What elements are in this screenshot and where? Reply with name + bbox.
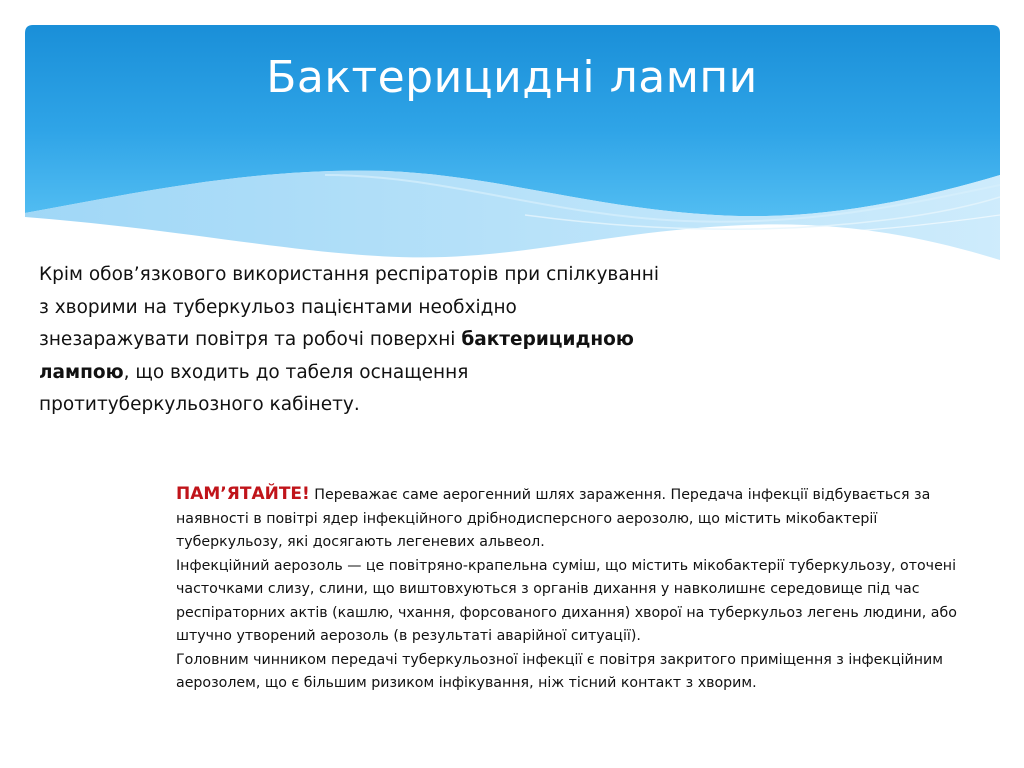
reminder-paragraph-2: Інфекційний аерозоль — це повітряно-крапельна суміш, що містить мікобактерії туберкульозу, оточені часточками слизу, слини, що виштовхуються з органів дихання у навколишнє середовище під час респіраторних актів (кашлю, чхання, форсованого дихання) хворої на туберкульоз легень людини, або штучно утворений аерозоль (в результаті аварійної ситуації). <box>176 557 957 644</box>
intro-text-after: , що входить до табеля оснащення протитуберкульозного кабінету. <box>39 361 469 415</box>
reminder-block <box>176 483 976 696</box>
intro-paragraph <box>39 259 659 422</box>
slide-title: Бактерицидні лампи <box>266 52 758 103</box>
intro-bold-term: бактерицидною лампою <box>39 329 634 383</box>
reminder-label: ПАМ’ЯТАЙТЕ! <box>176 484 310 504</box>
reminder-text-1: Переважає саме аерогенний шлях зараження. Передача інфекції відбувається за наявності в повітрі ядер інфекційного дрібнодисперсного аерозолю, що містить мікобактерії туберкульозу, які досягають легеневих альвеол. <box>176 487 931 550</box>
reminder-paragraph-1 <box>176 483 976 555</box>
reminder-paragraph-3: Головним чинником передачі туберкульозної інфекції є повітря закритого приміщення з інфекційним аерозолем, що є більшим ризиком інфікування, ніж тісний контакт з хворим. <box>176 651 943 691</box>
intro-text-before: Крім обов’язкового використання респіраторів при спілкуванні з хворими на туберкульоз пацієнтами необхідно знезаражувати повітря та робочі поверхні <box>39 264 659 350</box>
